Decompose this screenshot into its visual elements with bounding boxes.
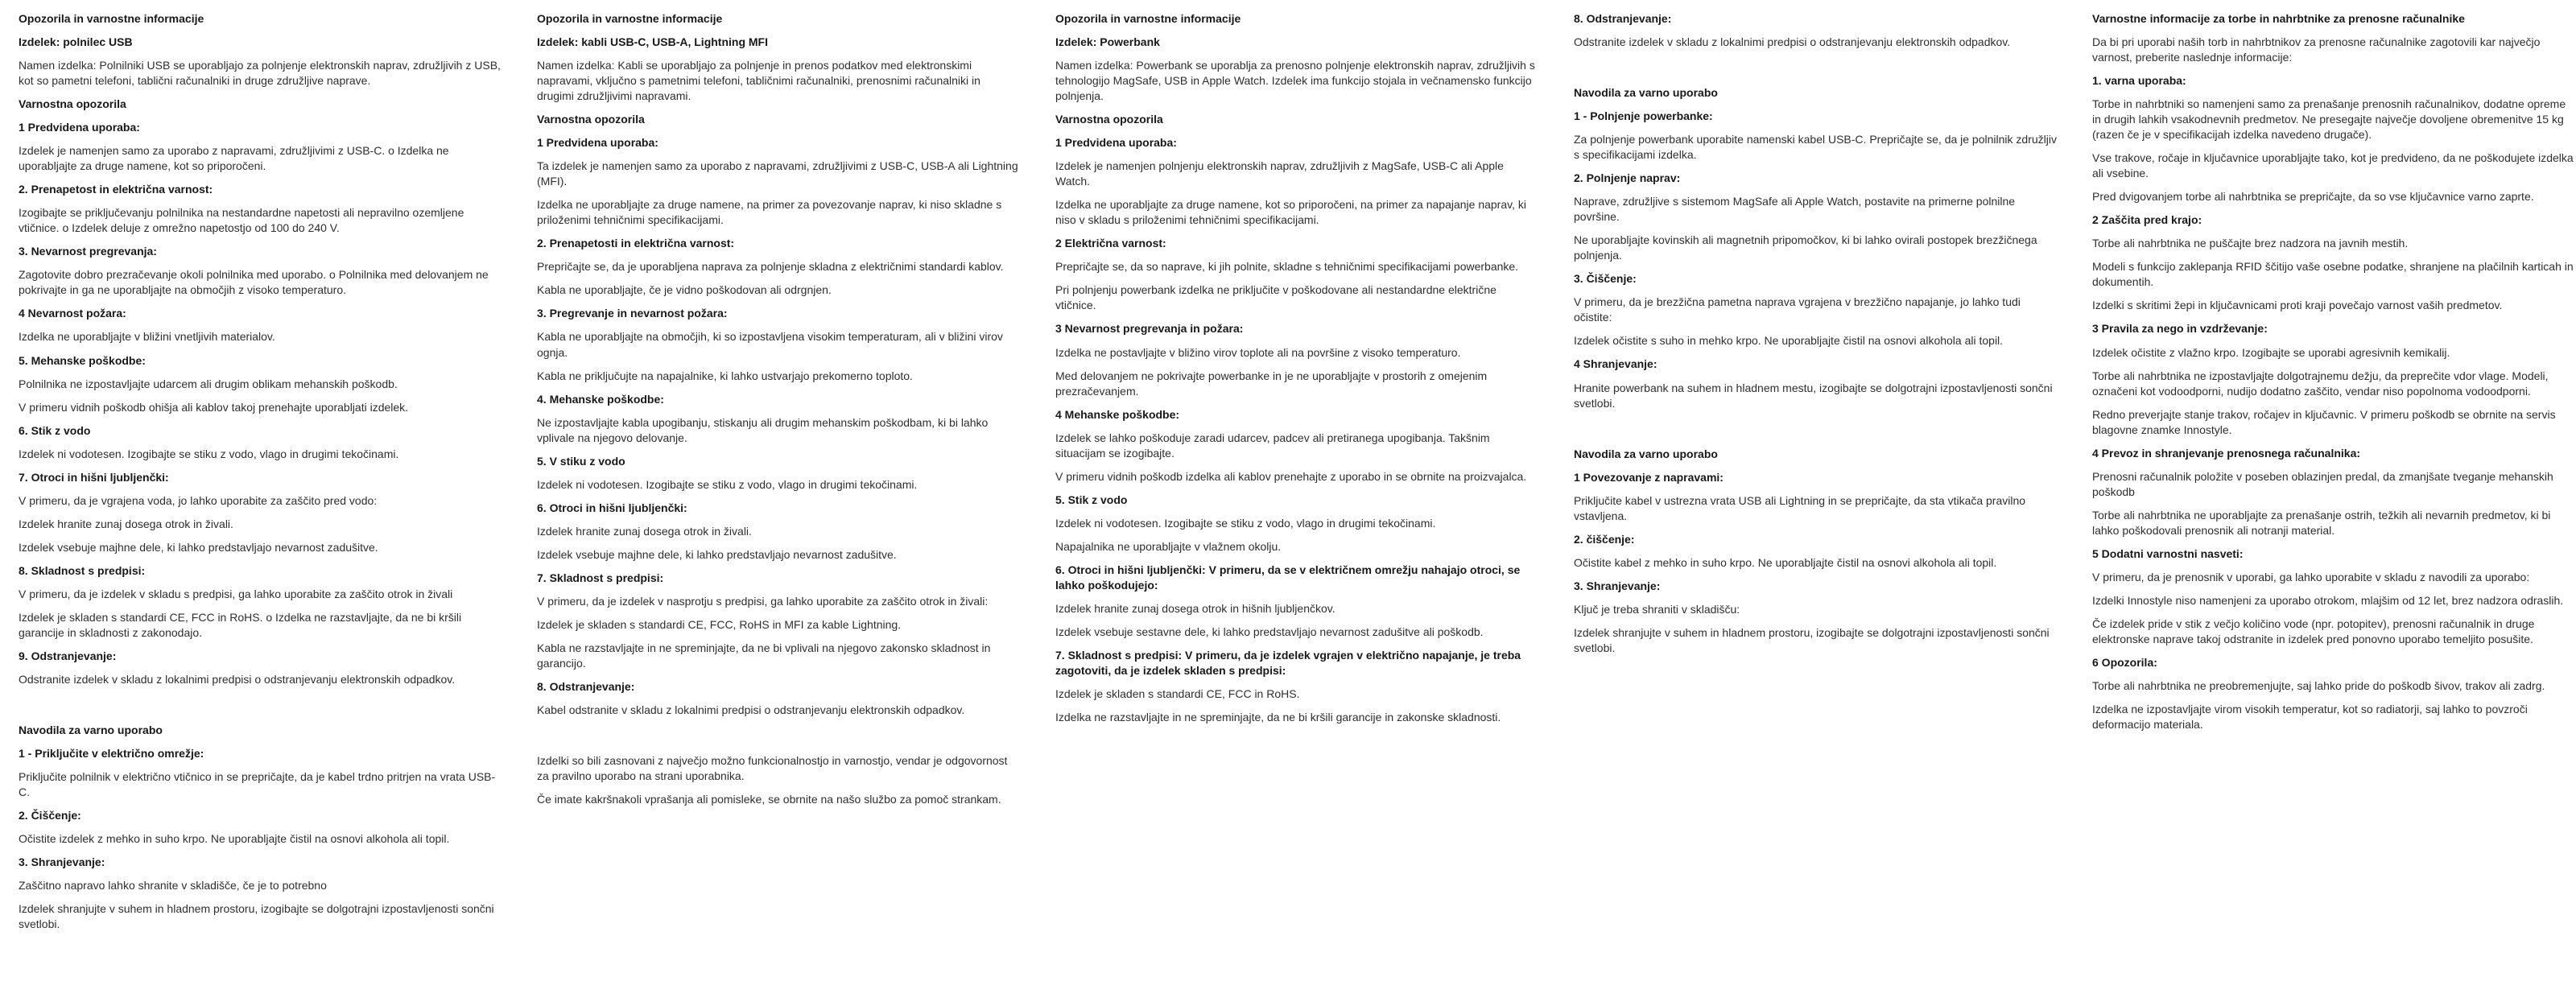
paragraph: Izdelki so bili zasnovani z največjo možno funkcionalnostjo in varnostjo, vendar je odgovornost za pravilno uporabo na strani uporabnika. <box>537 754 1008 783</box>
paragraph: V primeru, da je izdelek v skladu s predpisi, ga lahko uporabite za zaščito otrok in živali <box>19 587 453 600</box>
section-heading: Opozorila in varnostne informacije <box>19 12 204 25</box>
section-heading: Izdelek: Powerbank <box>1055 35 1160 49</box>
paragraph: Redno preverjajte stanje trakov, ročajev in ključavnic. V primeru poškodb se obrnite na servis blagovne znamke Innostyle. <box>2092 407 2556 436</box>
paragraph: Naprave, združljive s sistemom MagSafe ali Apple Watch, postavite na primerne polnilne površine. <box>1574 195 2016 224</box>
section-heading: 1 - Polnjenje powerbanke: <box>1574 109 1713 123</box>
paragraph: Izdelek hranite zunaj dosega otrok in živali. <box>19 517 233 530</box>
column-1-usb-charger-safety <box>19 8 502 1006</box>
paragraph: Torbe ali nahrbtnika ne puščajte brez nadzora na javnih mestih. <box>2092 237 2409 250</box>
paragraph: Kabla ne razstavljajte in ne spreminjajte, da ne bi vplivali na njegovo zakonsko skladnost in garancijo. <box>537 641 991 670</box>
section-heading: Navodila za varno uporabo <box>19 723 163 736</box>
paragraph: Namen izdelka: Polnilniki USB se uporabljajo za polnjenje elektronskih naprav, združljivih z USB, kot so pametni telefoni, tablični računalniki in druge združljive naprave. <box>19 59 501 88</box>
section-heading: 7. Otroci in hišni ljubljenčki: <box>19 470 169 484</box>
section-heading: 1 Predvidena uporaba: <box>1055 136 1177 150</box>
section-heading: 2. Polnjenje naprav: <box>1574 171 1681 185</box>
section-heading: Opozorila in varnostne informacije <box>537 12 723 25</box>
section-heading: 2. čiščenje: <box>1574 532 1635 546</box>
paragraph: Napajalnika ne uporabljajte v vlažnem okolju. <box>1055 539 1282 553</box>
section-heading: Izdelek: kabli USB-C, USB-A, Lightning MFI <box>537 35 768 49</box>
paragraph: Kabla ne uporabljajte, če je vidno poškodovan ali odrgnjen. <box>537 283 832 297</box>
section-heading: 8. Odstranjevanje: <box>537 679 635 693</box>
paragraph: Izdelek ni vodotesen. Izogibajte se stiku z vodo, vlago in drugimi tekočinami. <box>19 447 399 460</box>
paragraph: Priključite polnilnik v električno vtičnico in se prepričajte, da je kabel trdno pritrjen na vrata USB-C. <box>19 770 496 799</box>
paragraph: Kabla ne priključujte na napajalnike, ki lahko ustvarjajo prekomerno toploto. <box>537 369 913 382</box>
paragraph: Izdelek je skladen s standardi CE, FCC in RoHS. o Izdelka ne razstavljajte, da ne bi kršili garancije in skladnosti z zakonodajo. <box>19 610 462 639</box>
section-heading: 6. Otroci in hišni ljubljenčki: <box>537 501 687 514</box>
paragraph: Odstranite izdelek v skladu z lokalnimi predpisi o odstranjevanju elektronskih odpadkov. <box>1574 35 2011 49</box>
section-heading: 4 Shranjevanje: <box>1574 357 1657 371</box>
paragraph: Izogibajte se priključevanju polnilnika na nestandardne napetosti ali nepravilno ozemljene vtičnice. o Izdelek deluje z omrežno napetostjo od 100 do 240 V. <box>19 206 464 235</box>
section-heading: Izdelek: polnilec USB <box>19 35 133 49</box>
paragraph: Izdelek hranite zunaj dosega otrok in hišnih ljubljenčkov. <box>1055 601 1335 615</box>
paragraph: Izdelka ne razstavljajte in ne spreminjajte, da ne bi kršili garancije in zakonske skladnosti. <box>1055 711 1501 724</box>
paragraph: Med delovanjem ne pokrivajte powerbanke in je ne uporabljajte v prostorih z omejenim prezračevanjem. <box>1055 369 1488 398</box>
paragraph: Prepričajte se, da je uporabljena naprava za polnjenje skladna z električnimi standardi kablov. <box>537 260 1004 274</box>
section-heading: 2. Prenapetosti in električna varnost: <box>537 237 735 250</box>
paragraph: Torbe ali nahrbtnika ne preobremenjujte, saj lahko pride do poškodb šivov, trakov ali zadrg. <box>2092 679 2545 692</box>
paragraph: Izdelek se lahko poškoduje zaradi udarcev, padcev ali pretiranega upogibanja. Takšnim situacijam se izogibajte. <box>1055 431 1490 460</box>
paragraph: V primeru, da je prenosnik v uporabi, ga lahko uporabite v skladu z navodili za uporabo: <box>2092 570 2530 583</box>
paragraph: Ne uporabljajte kovinskih ali magnetnih pripomočkov, ki bi lahko ovirali postopek brezžičnega polnjenja. <box>1574 233 2037 262</box>
paragraph: V primeru, da je vgrajena voda, jo lahko uporabite za zaščito pred vodo: <box>19 493 378 507</box>
section-heading: 5. Mehanske poškodbe: <box>19 353 146 367</box>
section-heading: 4 Prevoz in shranjevanje prenosnega računalnika: <box>2092 446 2361 460</box>
section-heading: 5. V stiku z vodo <box>537 454 625 468</box>
section-heading: 2. Prenapetost in električna varnost: <box>19 183 213 196</box>
paragraph: V primeru, da je izdelek v nasprotju s predpisi, ga lahko uporabite za zaščito otrok in živali: <box>537 594 989 608</box>
paragraph: Ne izpostavljajte kabla upogibanju, stiskanju ali drugim mehanskim poškodbam, ki bi lahko vplivale na njegovo delovanje. <box>537 415 989 444</box>
paragraph: Izdelka ne uporabljajte za druge namene, na primer za povezovanje naprav, ki niso skladne s priloženimi tehničnimi specifikacijami. <box>537 198 1002 227</box>
paragraph: Izdelek ni vodotesen. Izogibajte se stiku z vodo, vlago in drugimi tekočinami. <box>1055 516 1436 530</box>
paragraph: Ta izdelek je namenjen samo za uporabo z napravami, združljivimi z USB-C, USB-A ali Lightning (MFI). <box>537 159 1018 188</box>
paragraph: Izdelek vsebuje sestavne dele, ki lahko predstavljajo nevarnost zadušitve ali poškodb. <box>1055 625 1484 638</box>
paragraph: Izdelek je skladen s standardi CE, FCC in RoHS. <box>1055 687 1300 700</box>
paragraph: Prenosni računalnik položite v poseben oblazinjen predal, da zmanjšate tveganje mehanskih poškodb <box>2092 469 2553 498</box>
section-heading: Varnostna opozorila <box>19 97 126 111</box>
paragraph: Izdelek shranjujte v suhem in hladnem prostoru, izogibajte se dolgotrajni izpostavljenosti sončni svetlobi. <box>19 902 494 931</box>
paragraph: Namen izdelka: Powerbank se uporablja za prenosno polnjenje elektronskih naprav, združljivih s tehnologijo MagSafe, USB in Apple Watch. Izdelek ima funkcijo stojala in večnamensko funkcijo polnjenja. <box>1055 59 1535 103</box>
paragraph: Pred dvigovanjem torbe ali nahrbtnika se prepričajte, da so vse ključavnice varno zaprte. <box>2092 190 2534 204</box>
section-heading: 1 Povezovanje z napravami: <box>1574 470 1724 484</box>
paragraph: Torbe ali nahrbtnika ne izpostavljajte dolgotrajnemu dežju, da preprečite vdor vlage. Modeli, označeni kot vodoodporni, nudijo dodatno zaščito, vendar niso popolnoma vodoodporni. <box>2092 369 2549 398</box>
paragraph: Izdelek vsebuje majhne dele, ki lahko predstavljajo nevarnost zadušitve. <box>19 540 378 554</box>
section-heading: 3. Nevarnost pregrevanja: <box>19 245 157 258</box>
section-heading: 1. varna uporaba: <box>2092 74 2186 88</box>
section-heading: 6. Otroci in hišni ljubljenčki: V primeru, da se v električnem omrežju nahajajo otroci, se lahko poškodujejo: <box>1055 563 1521 592</box>
column-5-laptop-bags-safety <box>2092 8 2575 1006</box>
paragraph: Vse trakove, ročaje in ključavnice uporabljajte tako, kot je predvideno, da ne poškodujete izdelka ali vsebine. <box>2092 151 2574 180</box>
paragraph: Pri polnjenju powerbank izdelka ne priključite v poškodovane ali nestandardne električne vtičnice. <box>1055 283 1496 312</box>
paragraph: Izdelek je namenjen polnjenju elektronskih naprav, združljivih z MagSafe, USB-C ali Apple Watch. <box>1055 159 1504 188</box>
section-heading: 1 Predvidena uporaba: <box>19 121 140 134</box>
paragraph: Izdelki s skritimi žepi in ključavnicami proti kraji povečajo varnost vaših predmetov. <box>2092 299 2503 312</box>
section-heading: 2 Zaščita pred krajo: <box>2092 213 2202 227</box>
paragraph: Priključite kabel v ustrezna vrata USB ali Lightning in se prepričajte, da sta vtikača pravilno vstavljena. <box>1574 493 2026 522</box>
section-heading: 8. Odstranjevanje: <box>1574 12 1672 25</box>
paragraph: Polnilnika ne izpostavljajte udarcem ali drugim oblikam mehanskih poškodb. <box>19 377 398 390</box>
paragraph: Kabel odstranite v skladu z lokalnimi predpisi o odstranjevanju elektronskih odpadkov. <box>537 703 965 716</box>
paragraph: Da bi pri uporabi naših torb in nahrbtnikov za prenosne računalnike zagotovili kar največjo varnost, preberite naslednje informacije: <box>2092 35 2541 64</box>
doc-columns <box>19 8 2575 1006</box>
section-heading: Navodila za varno uporabo <box>1574 447 1718 460</box>
section-heading: 1 Predvidena uporaba: <box>537 136 658 150</box>
column-4-powerbank-usage <box>1574 8 2057 1006</box>
section-heading: 5. Stik z vodo <box>1055 493 1128 506</box>
section-heading: 6 Opozorila: <box>2092 655 2157 669</box>
paragraph: Izdelek očistite z vlažno krpo. Izogibajte se uporabi agresivnih kemikalij. <box>2092 345 2450 359</box>
section-heading: 3. Pregrevanje in nevarnost požara: <box>537 307 728 320</box>
paragraph: Hranite powerbank na suhem in hladnem mestu, izogibajte se dolgotrajni izpostavljenosti sončni svetlobi. <box>1574 381 2053 410</box>
column-3-powerbank-safety <box>1055 8 1538 1006</box>
paragraph: V primeru vidnih poškodb ohišja ali kablov takoj prenehajte uporabljati izdelek. <box>19 400 409 414</box>
paragraph: Zagotovite dobro prezračevanje okoli polnilnika med uporabo. o Polnilnika med delovanjem ne pokrivajte in ga ne uporabljajte na območjih z visoko temperaturo. <box>19 268 489 297</box>
paragraph: Torbe ali nahrbtnika ne uporabljajte za prenašanje ostrih, težkih ali nevarnih predmetov, ki bi lahko poškodovali prenosnik ali notranji material. <box>2092 508 2551 537</box>
section-heading: Varnostna opozorila <box>1055 113 1163 126</box>
paragraph: Izdelek očistite s suho in mehko krpo. Ne uporabljajte čistil na osnovi alkohola ali topil. <box>1574 334 2004 348</box>
section-heading: 6. Stik z vodo <box>19 423 91 437</box>
section-heading: 3 Pravila za nego in vzdrževanje: <box>2092 322 2268 336</box>
paragraph: Izdelek hranite zunaj dosega otrok in živali. <box>537 524 752 538</box>
paragraph: Modeli s funkcijo zaklepanja RFID ščitijo vaše osebne podatke, shranjene na plačilnih karticah in dokumentih. <box>2092 260 2574 289</box>
section-heading: 1 - Priključite v električno omrežje: <box>19 747 204 760</box>
paragraph: Torbe in nahrbtniki so namenjeni samo za prenašanje prenosnih računalnikov, dodatne opreme in drugih lahkih vsakodnevnih predmetov. Ne presegajte največje dovoljene obremenitve 15 kg (razen če je v specifikacijah izdelka navedeno drugače). <box>2092 97 2566 142</box>
paragraph: Izdelka ne uporabljajte v bližini vnetljivih materialov. <box>19 330 275 344</box>
section-heading: 2. Čiščenje: <box>19 809 81 823</box>
section-heading: 3 Nevarnost pregrevanja in požara: <box>1055 322 1244 336</box>
section-heading: 3. Shranjevanje: <box>1574 579 1661 592</box>
section-heading: 4 Mehanske poškodbe: <box>1055 407 1180 421</box>
paragraph: Izdelek shranjujte v suhem in hladnem prostoru, izogibajte se dolgotrajni izpostavljenosti sončni svetlobi. <box>1574 625 2050 654</box>
section-heading: Varnostna opozorila <box>537 113 645 126</box>
section-heading: Opozorila in varnostne informacije <box>1055 12 1241 25</box>
paragraph: Očistite izdelek z mehko in suho krpo. Ne uporabljajte čistil na osnovi alkohola ali topil. <box>19 832 450 846</box>
paragraph: Izdelki Innostyle niso namenjeni za uporabo otrokom, mlajšim od 12 let, brez nadzora odraslih. <box>2092 593 2564 607</box>
paragraph: Kabla ne uporabljajte na območjih, ki so izpostavljena visokim temperaturam, ali v bližini virov ognja. <box>537 330 1003 359</box>
section-heading: 5 Dodatni varnostni nasveti: <box>2092 546 2244 560</box>
paragraph: Izdelka ne postavljajte v bližino virov toplote ali na površine z visoko temperaturo. <box>1055 345 1461 359</box>
paragraph: Izdelek je namenjen samo za uporabo z napravami, združljivimi z USB-C. o Izdelka ne uporabljajte za druge namene, kot so priporočeni. <box>19 144 449 173</box>
section-heading: 4. Mehanske poškodbe: <box>537 392 664 406</box>
paragraph: Izdelka ne izpostavljajte virom visokih temperatur, kot so radiatorji, saj lahko to povzroči deformacijo materiala. <box>2092 703 2528 732</box>
paragraph: Za polnjenje powerbank uporabite namenski kabel USB-C. Prepričajte se, da je polnilnik združljiv s specifikacijami izdelka. <box>1574 133 2057 162</box>
paragraph: Izdelka ne uporabljajte za druge namene, kot so priporočeni, na primer za napajanje naprav, ki niso v skladu s priloženimi tehničnimi specifikacijami. <box>1055 198 1526 227</box>
paragraph: Namen izdelka: Kabli se uporabljajo za polnjenje in prenos podatkov med elektronskimi napravami, vključno s pametnimi telefoni, tabličnimi računalniki, prenosnimi računalniki in drugimi združljivimi napravami. <box>537 59 980 103</box>
section-heading: 7. Skladnost s predpisi: <box>537 571 664 584</box>
paragraph: Ključ je treba shraniti v skladišču: <box>1574 602 1740 616</box>
section-heading: Varnostne informacije za torbe in nahrbtnike za prenosne računalnike <box>2092 12 2465 25</box>
paragraph: Odstranite izdelek v skladu z lokalnimi predpisi o odstranjevanju elektronskih odpadkov. <box>19 672 456 686</box>
section-heading: 4 Nevarnost požara: <box>19 307 126 320</box>
paragraph: V primeru, da je brezžična pametna naprava vgrajena v brezžično napajanje, jo lahko tudi očistite: <box>1574 295 2021 324</box>
section-heading: 2 Električna varnost: <box>1055 237 1166 250</box>
section-heading: 9. Odstranjevanje: <box>19 649 117 662</box>
section-heading: 7. Skladnost s predpisi: V primeru, da je izdelek vgrajen v električno napajanje, je treba zagotoviti, da je izdelek skladen s predpisi: <box>1055 648 1521 677</box>
section-heading: 8. Skladnost s predpisi: <box>19 563 146 577</box>
paragraph: Prepričajte se, da so naprave, ki jih polnite, skladne s tehničnimi specifikacijami powerbanke. <box>1055 260 1519 274</box>
paragraph: Zaščitno napravo lahko shranite v skladišče, če je to potrebno <box>19 879 327 893</box>
column-2-cables-safety <box>537 8 1020 1006</box>
paragraph: Izdelek vsebuje majhne dele, ki lahko predstavljajo nevarnost zadušitve. <box>537 547 897 561</box>
paragraph: Če imate kakršnakoli vprašanja ali pomisleke, se obrnite na našo službo za pomoč strankam. <box>537 793 1001 806</box>
paragraph: V primeru vidnih poškodb izdelka ali kablov prenehajte z uporabo in se obrnite na proizvajalca. <box>1055 469 1527 483</box>
section-heading: Navodila za varno uporabo <box>1574 86 1718 100</box>
paragraph: Izdelek je skladen s standardi CE, FCC, RoHS in MFI za kable Lightning. <box>537 617 902 631</box>
paragraph: Očistite kabel z mehko in suho krpo. Ne uporabljajte čistil na osnovi alkohola ali topil. <box>1574 555 1997 569</box>
paragraph: Če izdelek pride v stik z večjo količino vode (npr. potopitev), prenosni računalnik in druge elektronske naprave takoj odstranite in izdelek pred ponovno uporabo temeljito posušite. <box>2092 616 2535 645</box>
paragraph: Izdelek ni vodotesen. Izogibajte se stiku z vodo, vlago in drugimi tekočinami. <box>537 477 918 491</box>
section-heading: 3. Shranjevanje: <box>19 856 105 869</box>
section-heading: 3. Čiščenje: <box>1574 272 1637 286</box>
